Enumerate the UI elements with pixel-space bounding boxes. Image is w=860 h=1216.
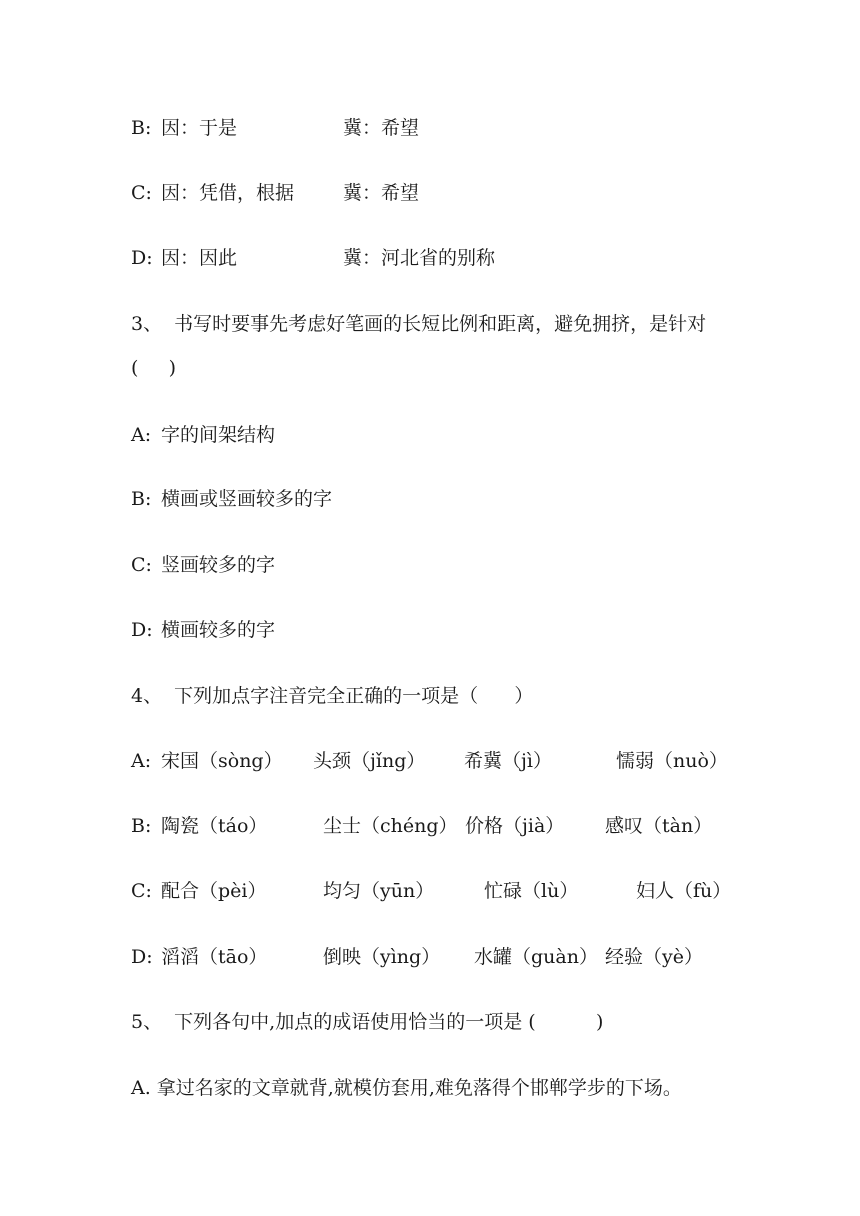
pinyin-item: 滔滔（tāo） [161,946,268,968]
pinyin-item: 尘士（chéng） [323,815,458,837]
option-label: A: [131,424,152,446]
q3-option-a [131,423,276,495]
pinyin-item: 忙碌（lù） [484,880,579,902]
q3-option-c [131,553,276,625]
option-label: C: [131,554,152,576]
option-text: 竖画较多的字 [161,554,276,576]
option-label: C: [131,182,152,204]
pinyin-item: 配合（pèi） [161,880,267,902]
pinyin-item: 感叹（tàn） [605,815,713,837]
option-label: D: [131,619,153,641]
option-label: C: [131,880,152,902]
option-text-ji: 冀：河北省的别称 [343,247,496,269]
option-text-yin: 因：于是 [161,117,238,139]
option-text: 横画或竖画较多的字 [161,488,333,510]
q5-option-a: A. 拿过名家的文章就背,就模仿套用,难免落得个邯郸学步的下场。 [131,1077,682,1099]
option-label: D: [131,946,153,968]
q3-option-b [131,487,333,559]
option-text-yin: 因：凭借，根据 [161,182,295,204]
q3-option-d [131,618,276,690]
option-text-ji: 冀：希望 [343,117,420,139]
q3-answer-paren: ( ) [131,357,177,379]
option-text: 横画较多的字 [161,619,276,641]
pinyin-item: 陶瓷（táo） [161,815,268,837]
pinyin-item: 妇人（fù） [636,880,732,902]
option-label: B: [131,117,152,139]
option-label: D: [131,247,153,269]
option-label: B: [131,488,152,510]
pinyin-item: 价格（jià） [465,815,565,837]
option-text: 字的间架结构 [161,424,276,446]
pinyin-item: 懦弱（nuò） [616,750,728,772]
q5-stem: 5、 下列各句中,加点的成语使用恰当的一项是 ( ) [131,1011,604,1033]
pinyin-item: 希冀（jì） [464,750,552,772]
pinyin-item: 宋国（sòng） [161,750,283,772]
pinyin-item: 均匀（yūn） [323,880,435,902]
pinyin-item: 水罐（guàn） [474,946,598,968]
pinyin-item: 倒映（yìng） [323,946,441,968]
option-text-yin: 因：因此 [161,247,238,269]
option-label: A: [131,750,152,772]
option-label: B: [131,815,152,837]
option-text-ji: 冀：希望 [343,182,420,204]
q4-stem: 4、 下列加点字注音完全正确的一项是（ ） [131,685,534,707]
pinyin-item: 头颈（jǐng） [313,750,426,772]
q3-stem: 3、 书写时要事先考虑好笔画的长短比例和距离，避免拥挤，是针对 [131,313,707,335]
pinyin-item: 经验（yè） [605,946,703,968]
